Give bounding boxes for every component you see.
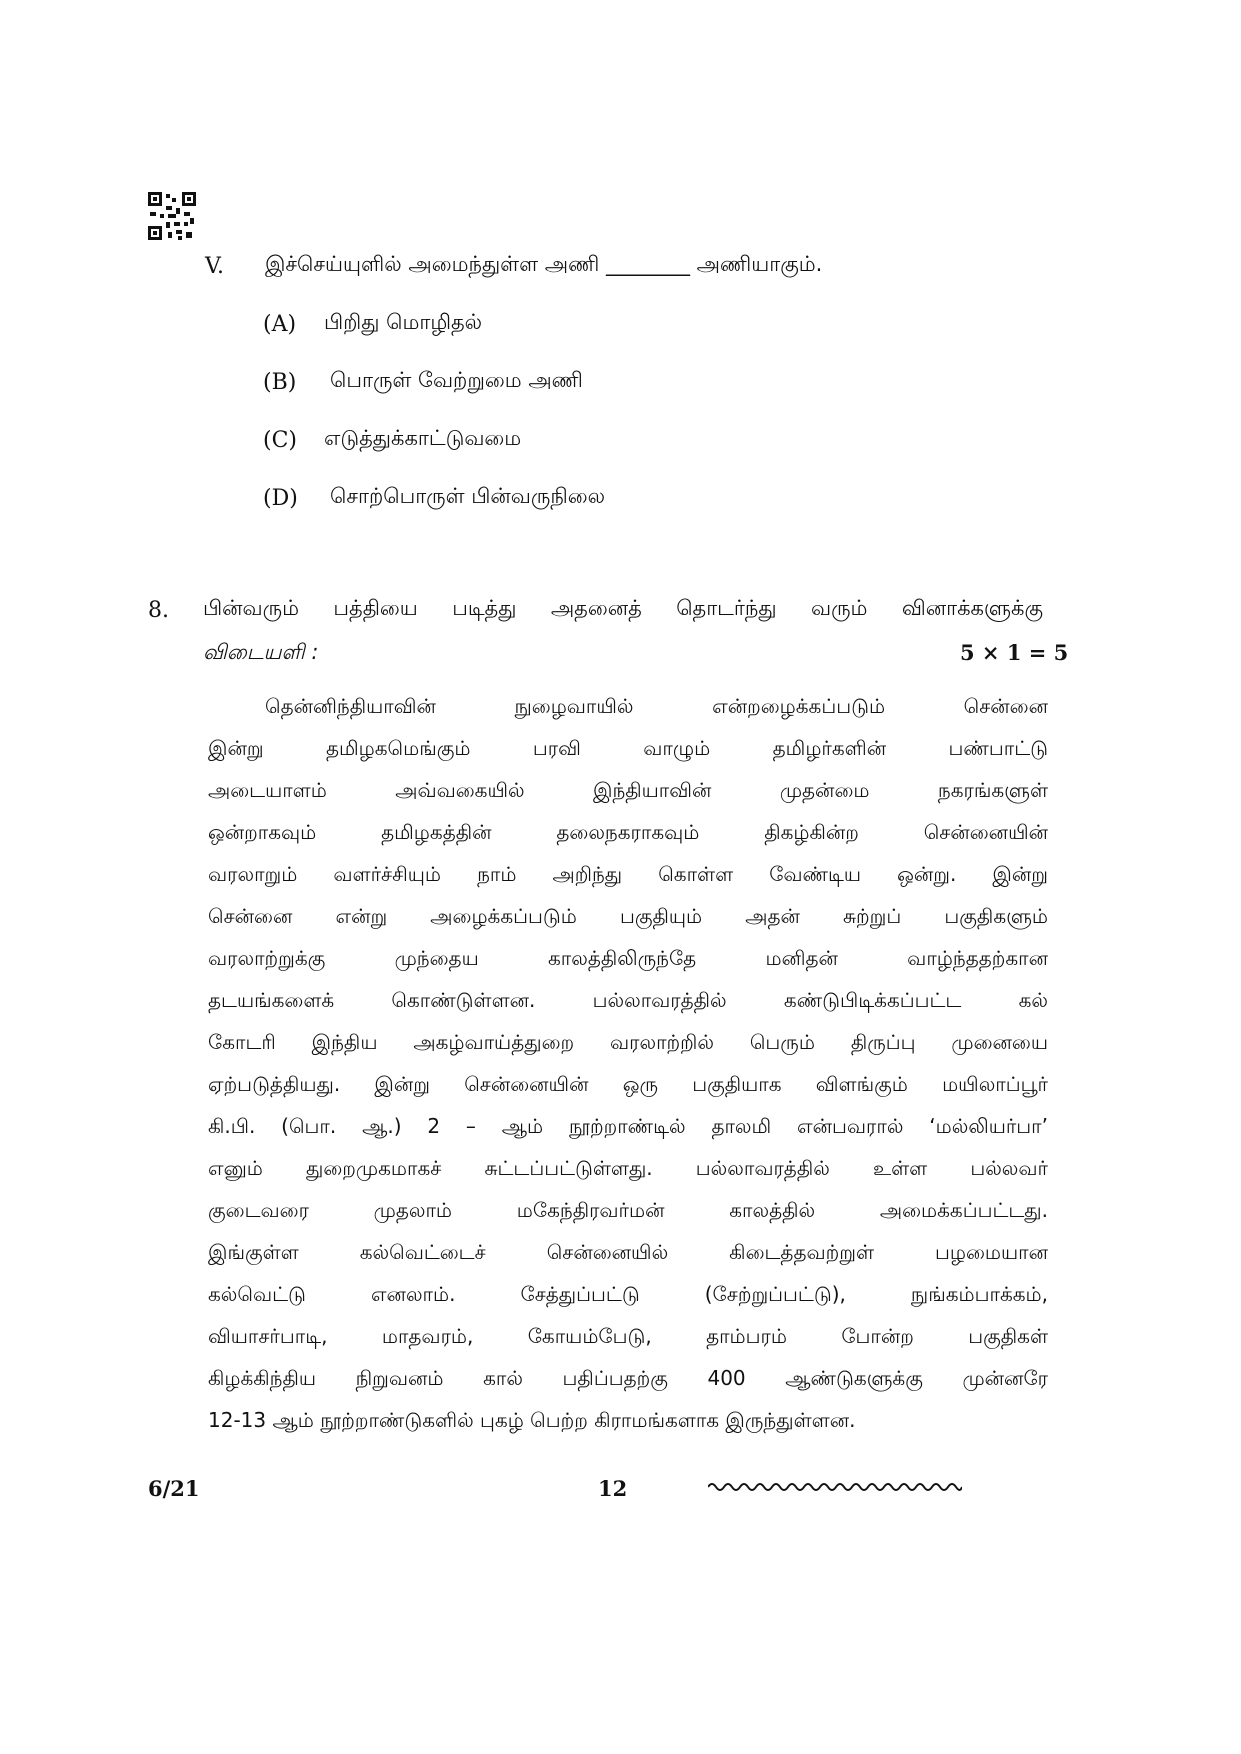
question-v-number: V. <box>205 254 225 279</box>
option-a-label: (A) <box>263 312 297 337</box>
passage-line: வரலாறும் வளர்ச்சியும் நாம் அறிந்து கொள்ள வேண்டிய ஒன்று. இன்று <box>208 862 1048 886</box>
option-d-text: சொற்பொருள் பின்வருநிலை <box>330 484 606 508</box>
passage-line: அடையாளம் அவ்வகையில் இந்தியாவின் முதன்மை நகரங்களுள் <box>208 778 1048 802</box>
page-number: 12 <box>598 1476 628 1501</box>
question-v-text: இச்செய்யுளில் அமைந்துள்ள அணி ________ அணியாகும். <box>265 252 823 276</box>
question-8-instruction: பின்வரும் பத்தியை படித்து அதனைத் தொடர்ந்து வரும் வினாக்களுக்கு <box>203 596 1043 620</box>
paper-code: 6/21 <box>148 1476 200 1501</box>
passage-line: ஒன்றாகவும் தமிழகத்தின் தலைநகராகவும் திகழ்கின்ற சென்னையின் <box>208 820 1048 844</box>
passage-line: கிழக்கிந்திய நிறுவனம் கால் பதிப்பதற்கு 400 ஆண்டுகளுக்கு முன்னரே <box>208 1366 1048 1390</box>
passage-line: குடைவரை முதலாம் மகேந்திரவர்மன் காலத்தில் அமைக்கப்பட்டது. <box>208 1198 1048 1222</box>
passage-line: இன்று தமிழகமெங்கும் பரவி வாழும் தமிழர்களின் பண்பாட்டு <box>208 736 1048 760</box>
option-a-text: பிறிது மொழிதல் <box>324 310 483 334</box>
passage-line: கி.பி. (பொ. ஆ.) 2 – ஆம் நூற்றாண்டில் தாலமி என்பவரால் ‘மல்லியர்பா’ <box>208 1114 1048 1138</box>
passage-line: வரலாற்றுக்கு முந்தைய காலத்திலிருந்தே மனிதன் வாழ்ந்ததற்கான <box>208 946 1048 970</box>
qr-code <box>148 192 196 240</box>
passage-line: கல்வெட்டு எனலாம். சேத்துப்பட்டு (சேற்றுப்பட்டு), நுங்கம்பாக்கம், <box>208 1282 1048 1306</box>
passage-line: கோடரி இந்திய அகழ்வாய்த்துறை வரலாற்றில் பெரும் திருப்பு முனையை <box>208 1030 1048 1054</box>
question-8-number: 8. <box>148 598 169 623</box>
question-8-marks: 5 × 1 = 5 <box>960 640 1069 665</box>
passage-line: தென்னிந்தியாவின் நுழைவாயில் என்றழைக்கப்படும் சென்னை <box>265 694 1048 718</box>
decorative-wave-line <box>708 1479 962 1495</box>
passage-line: எனும் துறைமுகமாகச் சுட்டப்பட்டுள்ளது. பல்லாவரத்தில் உள்ள பல்லவர் <box>208 1156 1048 1180</box>
passage-line: தடயங்களைக் கொண்டுள்ளன. பல்லாவரத்தில் கண்டுபிடிக்கப்பட்ட கல் <box>208 988 1048 1012</box>
option-b-text: பொருள் வேற்றுமை அணி <box>330 368 583 392</box>
passage-line: இங்குள்ள கல்வெட்டைச் சென்னையில் கிடைத்தவற்றுள் பழமையான <box>208 1240 1048 1264</box>
passage-line: 12-13 ஆம் நூற்றாண்டுகளில் புகழ் பெற்ற கிராமங்களாக இருந்துள்ளன. <box>208 1408 856 1432</box>
option-b-label: (B) <box>263 370 297 395</box>
option-c-label: (C) <box>263 428 297 453</box>
question-8-instruction-cont: விடையளி : <box>203 640 319 664</box>
passage-line: வியாசர்பாடி, மாதவரம், கோயம்பேடு, தாம்பரம் போன்ற பகுதிகள் <box>208 1324 1048 1348</box>
passage-line: சென்னை என்று அழைக்கப்படும் பகுதியும் அதன் சுற்றுப் பகுதிகளும் <box>208 904 1048 928</box>
option-c-text: எடுத்துக்காட்டுவமை <box>324 426 522 450</box>
option-d-label: (D) <box>263 486 298 511</box>
passage-line: ஏற்படுத்தியது. இன்று சென்னையின் ஒரு பகுதியாக விளங்கும் மயிலாப்பூர் <box>208 1072 1048 1096</box>
